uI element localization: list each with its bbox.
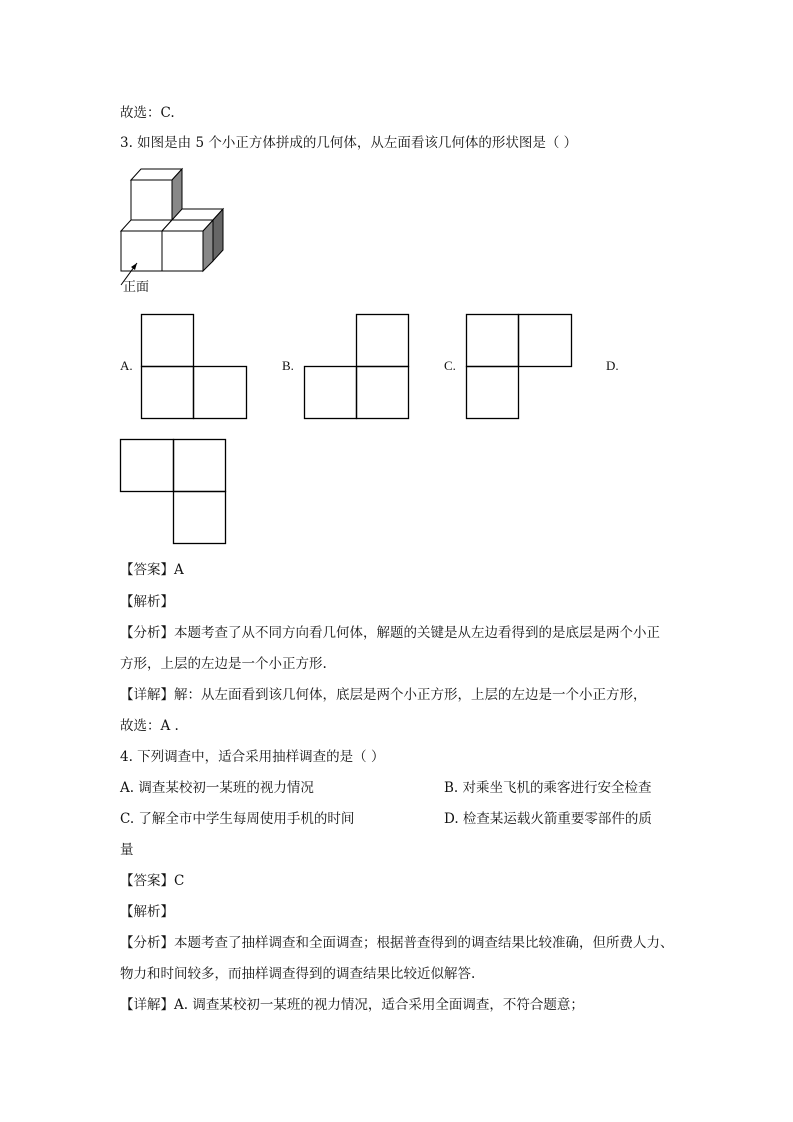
front-view-label: 正面 — [123, 280, 150, 295]
detail-4-line-1: 【详解】A. 调查某校初一某班的视力情况，适合采用全面调查，不符合题意； — [120, 997, 584, 1013]
detail-3-line-2: 故选：A . — [120, 718, 179, 734]
answer-3: 【答案】A — [120, 562, 184, 578]
q4-option-a: A. 调查某校初一某班的视力情况 — [120, 780, 314, 796]
detail-3-line-1: 【详解】解：从左面看到该几何体，底层是两个小正方形，上层的左边是一个小正方形， — [120, 687, 647, 703]
q4-option-c: C. 了解全市中学生每周使用手机的时间 — [120, 811, 355, 827]
analysis-4-heading: 【解析】 — [120, 904, 174, 920]
option-a-figure — [141, 314, 248, 419]
cube-figure — [115, 165, 235, 295]
question-4-stem: 4. 下列调查中，适合采用抽样调查的是（ ） — [120, 749, 385, 765]
analysis-4-line-2: 物力和时间较多，而抽样调查得到的调查结果比较近似解答. — [120, 966, 476, 982]
analysis-3-line-1: 【分析】本题考查了从不同方向看几何体，解题的关键是从左边看得到的是底层是两个小正 — [120, 625, 660, 641]
question-3-stem: 3. 如图是由 5 个小正方体拼成的几何体，从左面看该几何体的形状图是（ ） — [120, 135, 578, 151]
analysis-3-line-2: 方形，上层的左边是一个小正方形. — [120, 656, 327, 672]
option-a-label: A. — [120, 358, 133, 373]
q4-option-d-cont: 量 — [120, 842, 134, 858]
analysis-4-line-1: 【分析】本题考查了抽样调查和全面调查；根据普查得到的调查结果比较准确，但所费人力、 — [120, 935, 674, 951]
option-d-label: D. — [606, 358, 619, 373]
option-c-figure — [466, 314, 573, 419]
option-d-figure — [120, 439, 227, 544]
analysis-3-heading: 【解析】 — [120, 594, 174, 610]
option-b-figure — [304, 314, 410, 419]
option-b-label: B. — [282, 358, 294, 373]
q4-option-d: D. 检查某运载火箭重要零部件的质 — [444, 811, 652, 827]
answer-4: 【答案】C — [120, 873, 185, 889]
option-c-label: C. — [444, 358, 456, 373]
q4-option-b: B. 对乘坐飞机的乘客进行安全检查 — [444, 780, 652, 796]
prev-conclusion: 故选：C. — [120, 105, 175, 121]
